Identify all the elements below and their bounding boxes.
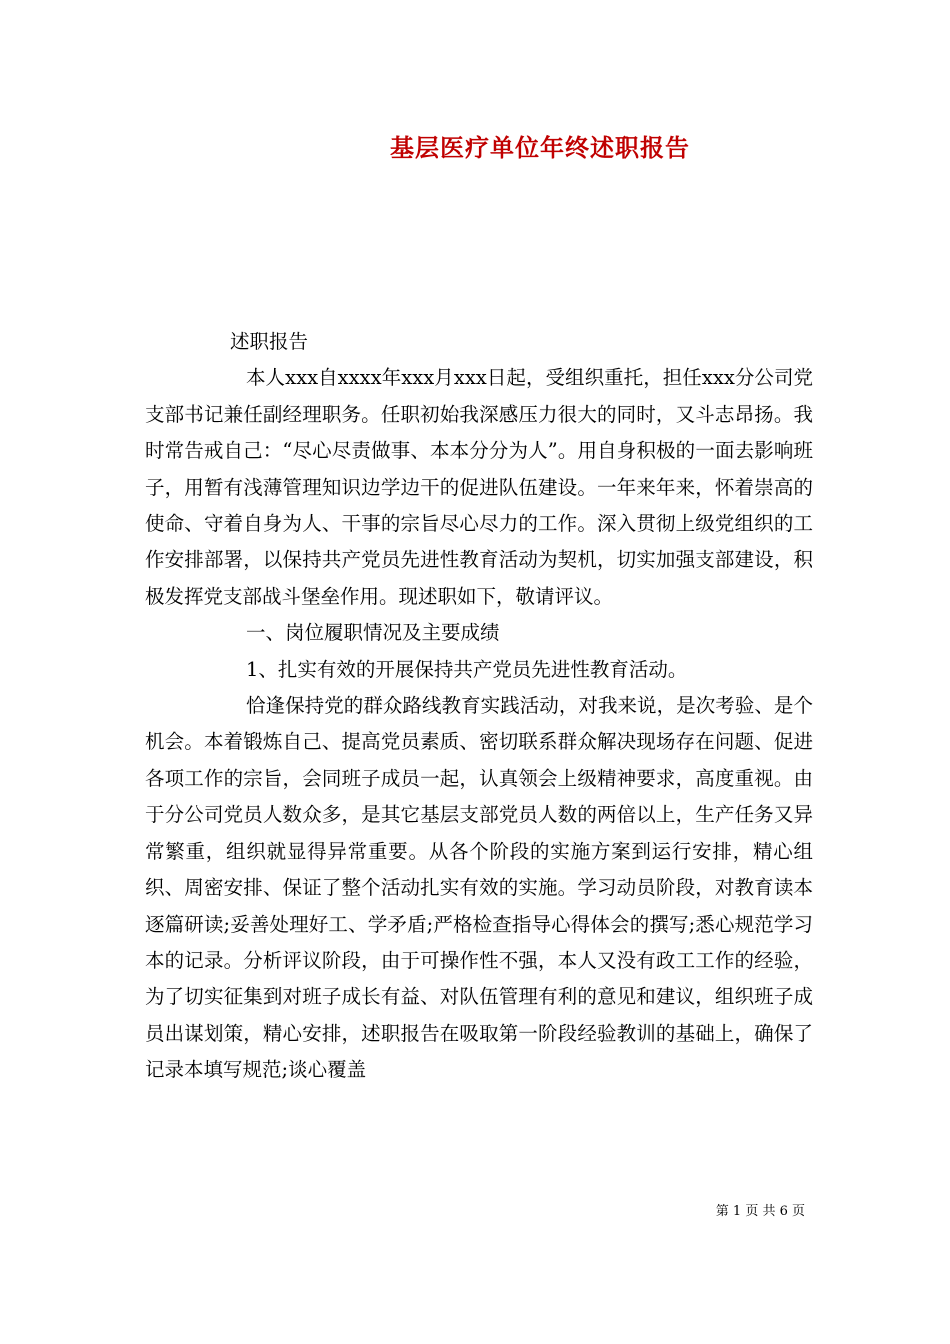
section-heading: 一、岗位履职情况及主要成绩 [246,621,500,645]
document-title: 基层医疗单位年终述职报告 [390,133,690,162]
document-body [145,324,813,1089]
paragraph-intro: 本人xxx自xxxx年xxx月xxx日起，受组织重托，担任xxx分公司党支部书记兼任副经理职务。任职初始我深感压力很大的同时，又斗志昂扬。我时常告戒自己：“尽心尽责做事、本本分分为人”。用自身积极的一面去影响班子，用暂有浅薄管理知识边学边干的促进队伍建设。一年来年来，怀着崇高的使命、守着自身为人、干事的宗旨尽心尽力的工作。深入贯彻上级党组织的工作安排部署，以保持共产党员先进性教育活动为契机，切实加强支部建设，积极发挥党支部战斗堡垒作用。现述职如下，敬请评议。 [145,366,813,608]
subsection-heading: 1、扎实有效的开展保持共产党员先进性教育活动。 [246,657,688,681]
paragraph-heading: 述职报告 [230,330,309,353]
page-number: 第 1 页 共 6 页 [715,1204,805,1219]
paragraph-body: 恰逢保持党的群众路线教育实践活动，对我来说，是次考验、是个机会。本着锻炼自己、提高党员素质、密切联系群众解决现场存在问题、促进各项工作的宗旨，会同班子成员一起，认真领会上级精神要求，高度重视。由于分公司党员人数众多，是其它基层支部党员人数的两倍以上，生产任务又异常繁重，组织就显得异常重要。从各个阶段的实施方案到运行安排，精心组织、周密安排、保证了整个活动扎实有效的实施。学习动员阶段，对教育读本逐篇研读;妥善处理好工、学矛盾;严格检查指导心得体会的撰写;悉心规范学习本的记录。分析评议阶段，由于可操作性不强，本人又没有政工工作的经验，为了切实征集到对班子成长有益、对队伍管理有利的意见和建议，组织班子成员出谋划策，精心安排，述职报告在吸取第一阶段经验教训的基础上，确保了记录本填写规范;谈心覆盖 [145,694,813,1082]
